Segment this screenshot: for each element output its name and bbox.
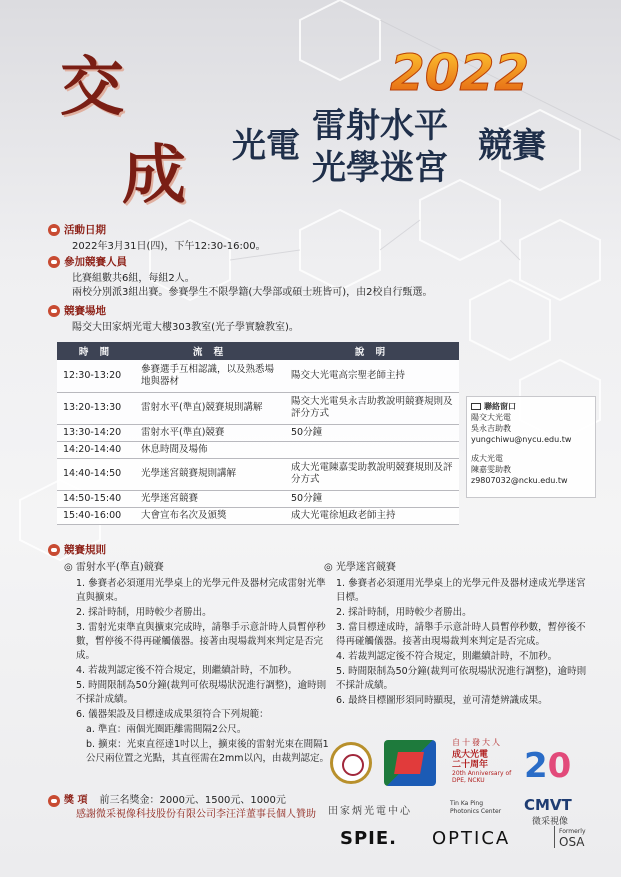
table-row — [57, 458, 459, 490]
calligraphy-char-2: 成 — [122, 138, 186, 213]
contact-line: 陽交大光電 — [471, 413, 511, 422]
sponsor-thanks: 感謝微采視像科技股份有限公司李汪洋董事長個人贊助 — [76, 809, 316, 820]
title-bottom: 光學迷宮 — [312, 148, 448, 188]
rule-item: 1. 參賽者必須運用光學桌上的光學元件及器材完成雷射光準直與擴束。 — [76, 578, 326, 603]
anniversary-char: 人 — [492, 738, 500, 747]
bullet-icon — [48, 544, 60, 556]
rule-item: 4. 若裁判認定後不符合規定，則繼續計時，不加秒。 — [336, 651, 558, 662]
col-header-time: 時 間 — [57, 342, 135, 360]
rule-item: 5. 時間限制為50分鐘(裁判可依現場狀況進行調整)，逾時則不採計成績。 — [336, 666, 587, 691]
rule-item: 3. 當目標達成時，請舉手示意計時人員暫停秒數，暫停後不得再碰觸儀器。接著由現場裁判來判定是否完成。 — [336, 622, 586, 647]
row-flow: 大會宣布名次及頒獎 — [135, 507, 285, 524]
row-desc: 陽交大光電吳永吉助教說明競賽規則及評分方式 — [285, 392, 459, 424]
bullet-icon — [48, 256, 60, 268]
rule-item: 1. 參賽者必須運用光學桌上的光學元件及器材達成光學迷宮目標。 — [336, 578, 586, 603]
contact-box — [466, 396, 596, 498]
row-time: 15:40-16:00 — [57, 507, 135, 524]
row-desc: 50分鐘 — [285, 424, 459, 441]
twenty-logo: 20 — [524, 746, 572, 786]
calligraphy-char-1: 交 — [60, 50, 124, 125]
tien-center-en: Tin Ka Ping Photonics Center — [450, 800, 502, 815]
row-desc — [285, 441, 459, 458]
contact-email[interactable]: yungchiwu@nycu.edu.tw — [471, 435, 572, 444]
cmvt-logo: CMVT — [524, 796, 572, 814]
col-header-desc: 說 明 — [285, 342, 459, 360]
contact-line: 陳嘉雯助教 — [471, 465, 511, 474]
row-time: 13:20-13:30 — [57, 392, 135, 424]
rules-right-column — [324, 561, 594, 709]
table-row — [57, 507, 459, 524]
section-venue — [48, 303, 299, 335]
anniversary-char: 自 — [452, 738, 460, 747]
title-right: 競賽 — [478, 126, 546, 166]
section-venue-label: 競賽場地 — [64, 305, 106, 317]
optica-logo: OPTICA — [432, 828, 511, 849]
row-time: 13:30-14:20 — [57, 424, 135, 441]
row-flow: 光學迷宮競賽規則講解 — [135, 458, 285, 490]
osa-logo — [554, 826, 586, 848]
osa-name: OSA — [559, 835, 585, 849]
row-time: 14:40-14:50 — [57, 458, 135, 490]
table-row — [57, 441, 459, 458]
col-header-flow: 流 程 — [135, 342, 285, 360]
row-flow: 參賽選手互相認識，以及熟悉場地與器材 — [135, 360, 285, 392]
tien-center-logo — [330, 742, 372, 784]
table-row — [57, 360, 459, 392]
title-left: 光電 — [232, 126, 300, 166]
contact-line: 吳永吉助教 — [471, 424, 511, 433]
event-year: 2022 — [390, 44, 530, 102]
title-top: 雷射水平 — [312, 106, 448, 146]
participants-line: 兩校分別派3組出賽。參賽學生不限學籍(大學部或碩士班皆可)，由2校自行甄選。 — [72, 287, 433, 298]
rule-item: 4. 若裁判認定後不符合規定，則繼續計時，不加秒。 — [76, 665, 298, 676]
row-flow: 休息時間及場佈 — [135, 441, 285, 458]
contact-spacer — [471, 445, 591, 453]
ncku-logo — [384, 740, 436, 786]
bullet-icon — [48, 795, 60, 807]
rule-item: 5. 時間限制為50分鐘(裁判可依現場狀況進行調整)，逾時則不採計成績。 — [76, 680, 327, 705]
prize-text: 前三名獎金：2000元、1500元、1000元 — [99, 795, 286, 806]
row-desc: 陽交大光電高宗聖老師主持 — [285, 360, 459, 392]
bullet-icon — [48, 305, 60, 317]
row-flow: 雷射水平(準直)競賽規則講解 — [135, 392, 285, 424]
row-desc: 50分鐘 — [285, 490, 459, 507]
section-date — [48, 222, 266, 254]
osa-formerly: Formerly — [559, 828, 586, 835]
row-time: 14:50-15:40 — [57, 490, 135, 507]
anniversary-line: 二十周年 — [452, 760, 489, 770]
rule-subitem: b. 擴束：光束直徑達1吋以上，擴束後的雷射光束在間隔1公尺兩位置之光點，其直徑需在2mm以內，由裁判認定。 — [86, 739, 330, 764]
logo-area — [326, 738, 591, 858]
section-participants-label: 參加競賽人員 — [64, 256, 127, 268]
prize-label: 獎 項 — [64, 795, 88, 806]
section-venue-text: 陽交大田家炳光電大樓303教室(光子學實驗教室)。 — [72, 322, 299, 333]
anniversary-line: 成大光電 — [452, 750, 489, 760]
row-desc: 成大光電陳嘉雯助教說明競賽規則及評分方式 — [285, 458, 459, 490]
rules-left-title: ◎ 雷射水平(準直)競賽 — [64, 562, 164, 573]
anniversary-char: 十 — [462, 738, 470, 747]
anniversary-logo — [452, 738, 522, 798]
bullet-icon — [48, 224, 60, 236]
rule-subitem: a. 準直：兩個光圈距離需間隔2公尺。 — [86, 724, 247, 735]
table-row — [57, 490, 459, 507]
rules-right-title: ◎ 光學迷宮競賽 — [324, 562, 396, 573]
rules-label: 競賽規則 — [64, 544, 106, 556]
row-time: 14:20-14:40 — [57, 441, 135, 458]
row-flow: 雷射水平(準直)競賽 — [135, 424, 285, 441]
contact-title: 聯絡窗口 — [484, 402, 516, 411]
rule-item: 6. 最終目標圖形須同時顯現，並可清楚辨識成果。 — [336, 695, 548, 706]
schedule-table — [57, 342, 459, 525]
rule-item: 3. 雷射光束準直與擴束完成時，請舉手示意計時人員暫停秒數，暫停後不得再碰觸儀器。接著由現場裁判來判定是否完成。 — [76, 622, 326, 661]
anniversary-char: 發 — [472, 738, 480, 747]
participants-line: 比賽組數共6組，每組2人。 — [72, 273, 195, 284]
section-participants — [48, 254, 433, 300]
prize-section — [48, 794, 316, 822]
anniversary-char: 大 — [482, 738, 490, 747]
contact-line: 成大光電 — [471, 454, 503, 463]
cmvt-cn: 微采視像 — [532, 817, 569, 827]
rule-item: 2. 採計時制，用時較少者勝出。 — [336, 607, 472, 618]
mail-icon — [471, 403, 481, 410]
tien-center-name: 田家炳光電中心 — [328, 806, 412, 817]
anniversary-line: 20th Anniversary of DPE, NCKU — [452, 770, 512, 784]
section-date-label: 活動日期 — [64, 224, 106, 236]
row-flow: 光學迷宮競賽 — [135, 490, 285, 507]
rule-item: 2. 採計時制，用時較少者勝出。 — [76, 607, 212, 618]
row-time: 12:30-13:20 — [57, 360, 135, 392]
spie-logo: SPIE. — [340, 828, 397, 849]
section-date-text: 2022年3月31日(四)，下午12:30-16:00。 — [72, 241, 266, 252]
rule-item: 6. 儀器架設及目標達成成果須符合下列規範： — [76, 709, 269, 720]
title-calligraphy — [60, 36, 220, 213]
table-row — [57, 424, 459, 441]
table-row — [57, 392, 459, 424]
row-desc: 成大光電徐旭政老師主持 — [285, 507, 459, 524]
rules-left-column — [64, 561, 334, 767]
contact-email[interactable]: z9807032@ncku.edu.tw — [471, 476, 568, 485]
